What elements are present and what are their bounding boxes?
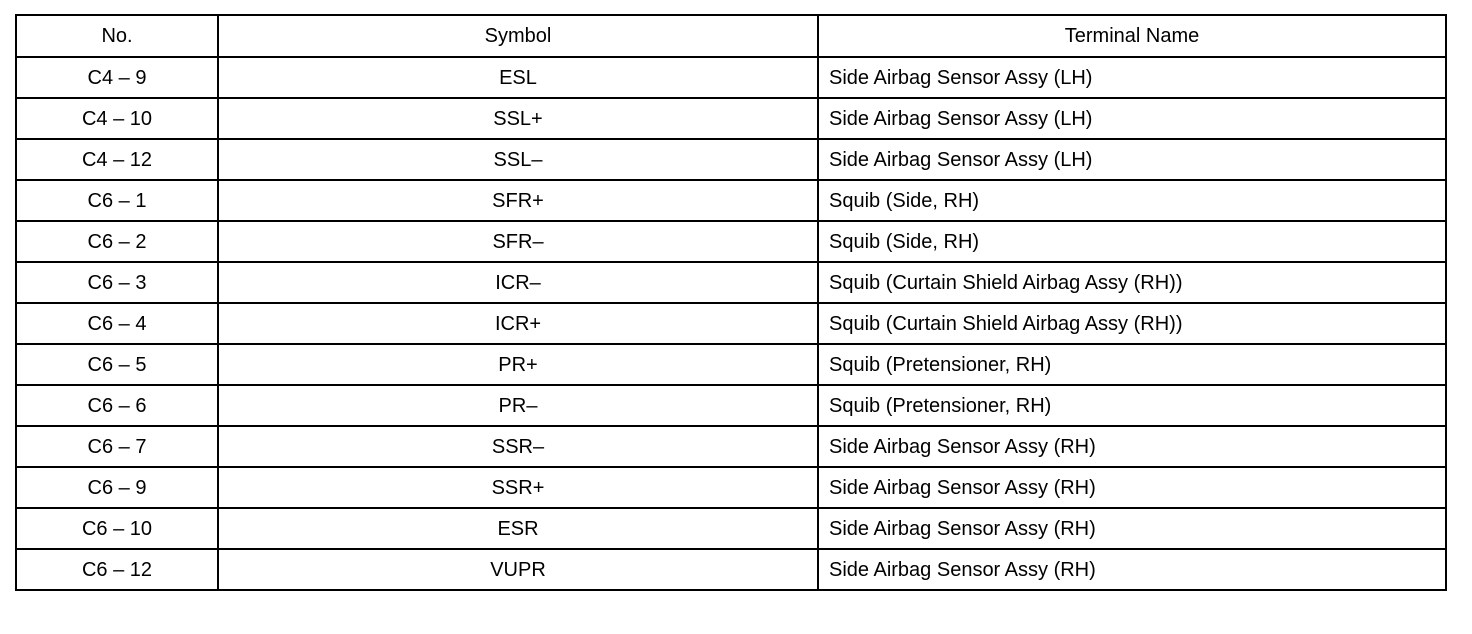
cell-no: C6 – 9 — [16, 467, 218, 508]
cell-symbol: PR– — [218, 385, 818, 426]
cell-terminal-name: Squib (Curtain Shield Airbag Assy (RH)) — [818, 303, 1446, 344]
cell-terminal-name: Side Airbag Sensor Assy (RH) — [818, 467, 1446, 508]
table-row — [16, 57, 1446, 98]
header-row — [16, 15, 1446, 57]
cell-symbol: SSL+ — [218, 98, 818, 139]
table-header — [16, 15, 1446, 57]
cell-symbol: SSR+ — [218, 467, 818, 508]
table-row — [16, 508, 1446, 549]
table-row — [16, 180, 1446, 221]
table-row — [16, 139, 1446, 180]
cell-symbol: ESL — [218, 57, 818, 98]
cell-terminal-name: Side Airbag Sensor Assy (LH) — [818, 98, 1446, 139]
cell-symbol: ICR+ — [218, 303, 818, 344]
header-no: No. — [16, 15, 218, 57]
cell-symbol: PR+ — [218, 344, 818, 385]
cell-terminal-name: Side Airbag Sensor Assy (RH) — [818, 508, 1446, 549]
cell-no: C6 – 7 — [16, 426, 218, 467]
table-row — [16, 426, 1446, 467]
cell-no: C6 – 12 — [16, 549, 218, 590]
cell-terminal-name: Side Airbag Sensor Assy (RH) — [818, 549, 1446, 590]
table-row — [16, 385, 1446, 426]
table-row — [16, 221, 1446, 262]
cell-no: C4 – 9 — [16, 57, 218, 98]
cell-no: C6 – 10 — [16, 508, 218, 549]
cell-no: C6 – 1 — [16, 180, 218, 221]
cell-terminal-name: Squib (Side, RH) — [818, 221, 1446, 262]
cell-no: C4 – 10 — [16, 98, 218, 139]
table-row — [16, 549, 1446, 590]
cell-symbol: SFR– — [218, 221, 818, 262]
cell-symbol: SSL– — [218, 139, 818, 180]
cell-no: C6 – 2 — [16, 221, 218, 262]
table-body — [16, 57, 1446, 590]
cell-no: C6 – 5 — [16, 344, 218, 385]
cell-no: C6 – 4 — [16, 303, 218, 344]
table-row — [16, 303, 1446, 344]
cell-terminal-name: Side Airbag Sensor Assy (LH) — [818, 139, 1446, 180]
table-row — [16, 262, 1446, 303]
table-row — [16, 344, 1446, 385]
header-terminal-name: Terminal Name — [818, 15, 1446, 57]
cell-terminal-name: Side Airbag Sensor Assy (LH) — [818, 57, 1446, 98]
cell-symbol: ESR — [218, 508, 818, 549]
table-row — [16, 98, 1446, 139]
cell-symbol: SFR+ — [218, 180, 818, 221]
cell-no: C6 – 3 — [16, 262, 218, 303]
table-row — [16, 467, 1446, 508]
cell-terminal-name: Squib (Side, RH) — [818, 180, 1446, 221]
cell-terminal-name: Side Airbag Sensor Assy (RH) — [818, 426, 1446, 467]
terminal-table — [15, 14, 1447, 591]
cell-no: C4 – 12 — [16, 139, 218, 180]
cell-symbol: SSR– — [218, 426, 818, 467]
cell-symbol: VUPR — [218, 549, 818, 590]
header-symbol: Symbol — [218, 15, 818, 57]
cell-terminal-name: Squib (Pretensioner, RH) — [818, 344, 1446, 385]
cell-no: C6 – 6 — [16, 385, 218, 426]
cell-symbol: ICR– — [218, 262, 818, 303]
cell-terminal-name: Squib (Pretensioner, RH) — [818, 385, 1446, 426]
cell-terminal-name: Squib (Curtain Shield Airbag Assy (RH)) — [818, 262, 1446, 303]
